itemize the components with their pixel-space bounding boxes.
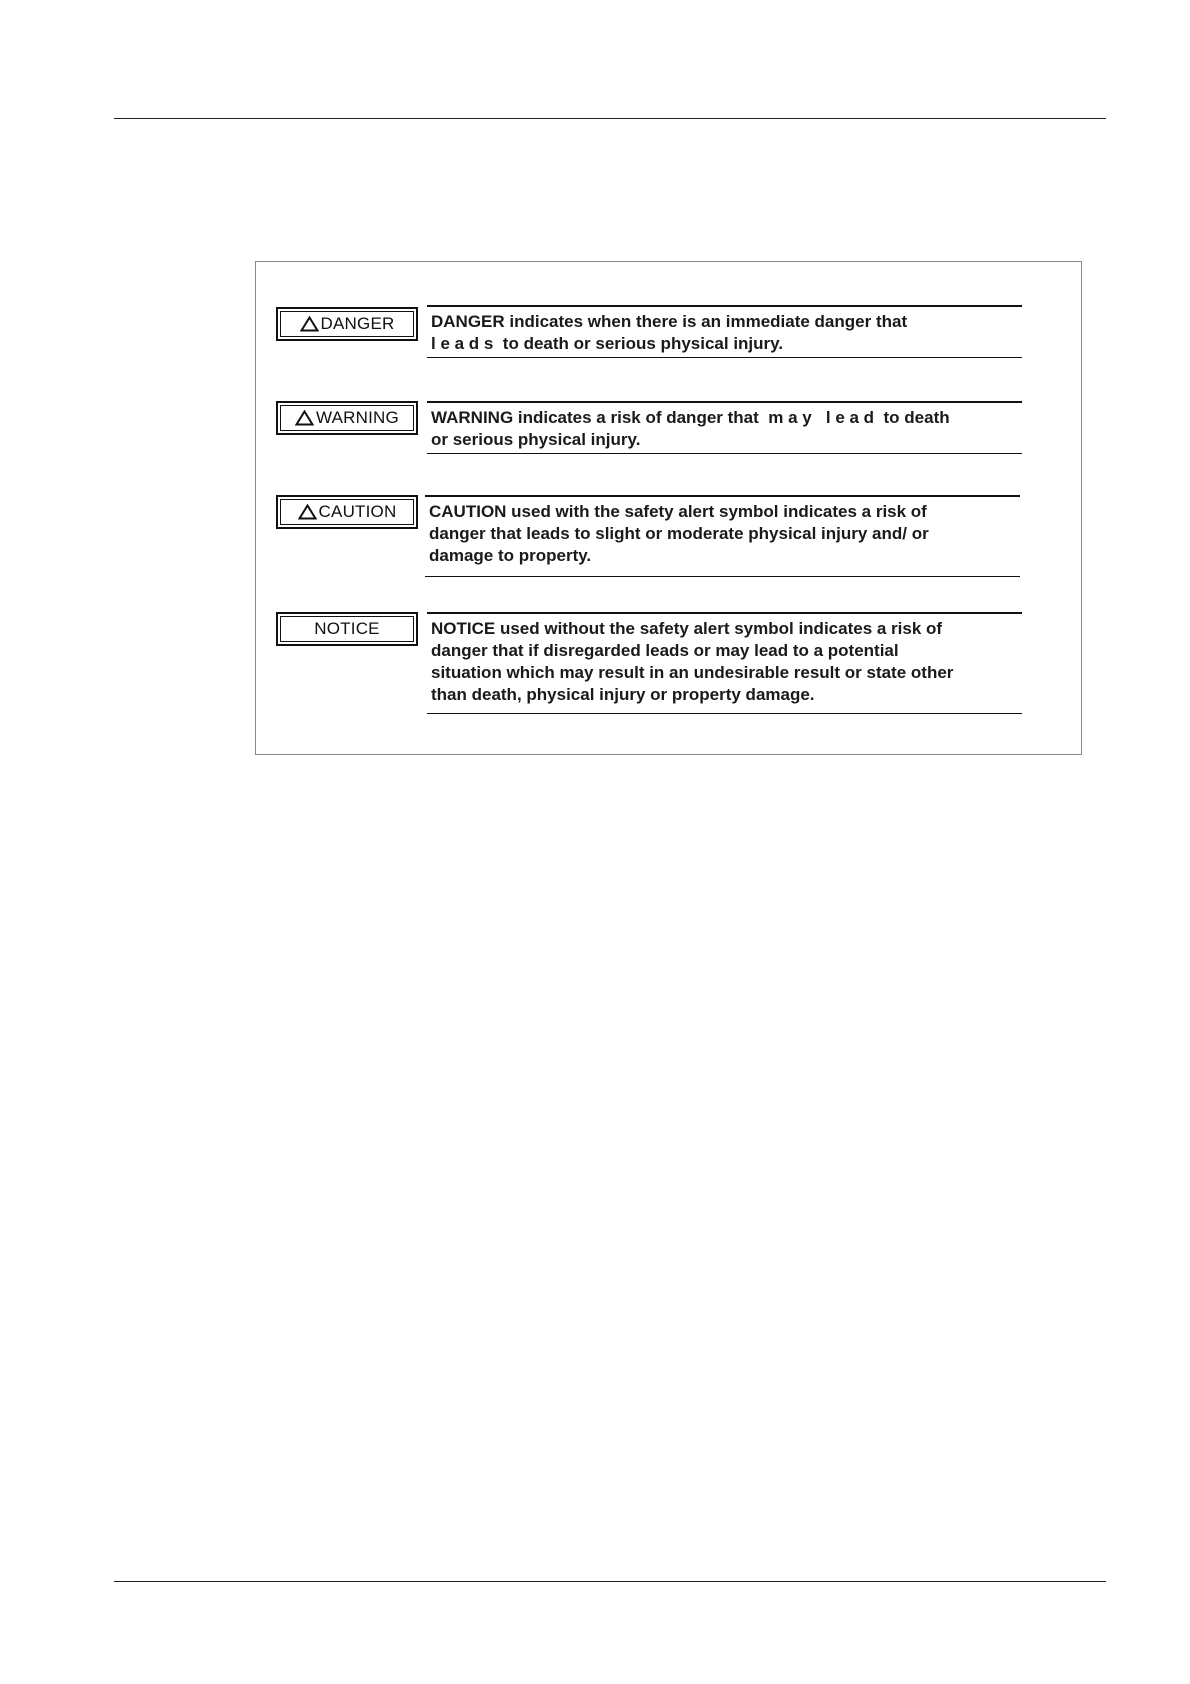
caution-label-box bbox=[276, 495, 418, 529]
notice-label: NOTICE bbox=[314, 619, 380, 638]
description-line: DANGER indicates when there is an immediate danger that bbox=[431, 312, 908, 331]
header-rule bbox=[114, 118, 1106, 119]
notice-description bbox=[427, 612, 1022, 714]
danger-label-box bbox=[276, 307, 418, 341]
warning-label: WARNING bbox=[316, 408, 399, 427]
warning-triangle-icon bbox=[295, 410, 314, 426]
safety-signal-words-figure bbox=[255, 261, 1082, 755]
description-line: than death, physical injury or property damage. bbox=[431, 685, 815, 704]
description-line: danger that if disregarded leads or may lead to a potential bbox=[431, 641, 899, 660]
description-line: situation which may result in an undesirable result or state other bbox=[431, 663, 954, 682]
danger-label: DANGER bbox=[320, 314, 395, 333]
warning-label-box bbox=[276, 401, 418, 435]
caution-label: CAUTION bbox=[318, 502, 397, 521]
description-line: NOTICE used without the safety alert symbol indicates a risk of bbox=[431, 619, 943, 638]
notice-label-box bbox=[276, 612, 418, 646]
description-line: or serious physical injury. bbox=[431, 430, 641, 449]
description-line: CAUTION used with the safety alert symbol indicates a risk of bbox=[429, 502, 927, 521]
caution-description bbox=[425, 495, 1020, 577]
description-line: danger that leads to slight or moderate physical injury and/ or bbox=[429, 524, 929, 543]
description-line: l e a d s to death or serious physical injury. bbox=[431, 334, 784, 353]
warning-triangle-icon bbox=[298, 504, 317, 520]
danger-description bbox=[427, 305, 1022, 358]
description-line: WARNING indicates a risk of danger that m a y l e a d to death bbox=[431, 408, 950, 427]
footer-rule bbox=[114, 1581, 1106, 1582]
warning-triangle-icon bbox=[300, 316, 319, 332]
description-line: damage to property. bbox=[429, 546, 592, 565]
warning-description bbox=[427, 401, 1022, 454]
